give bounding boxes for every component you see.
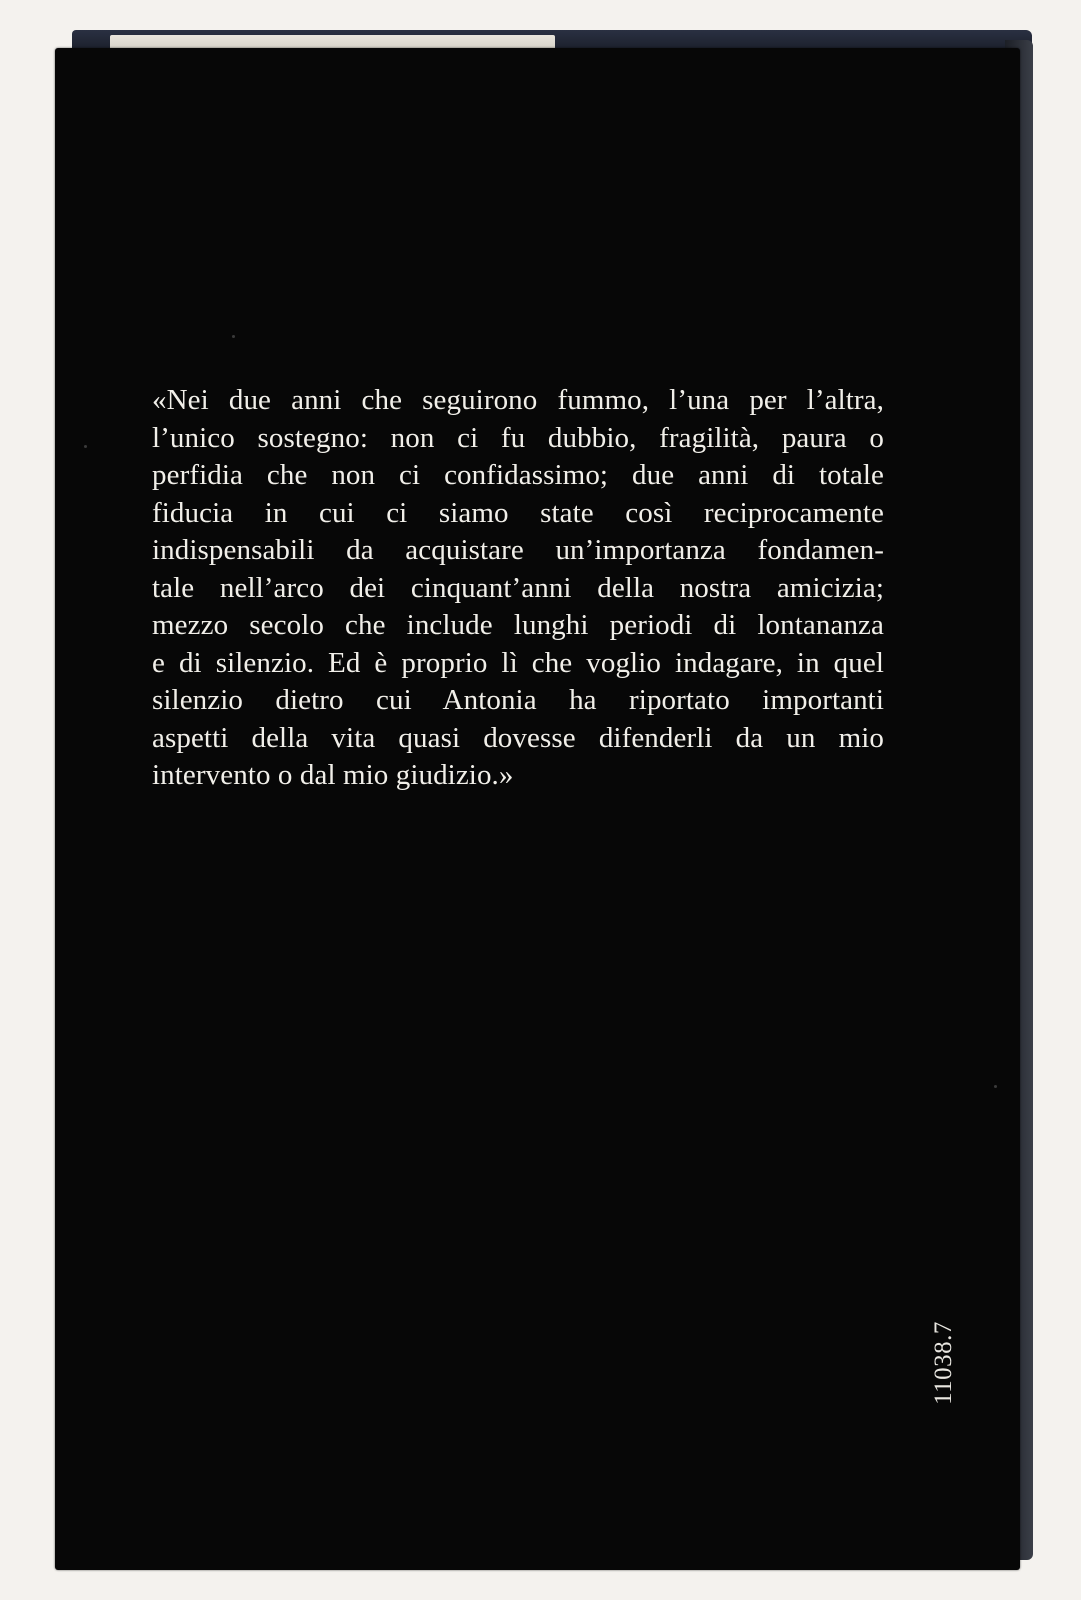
back-cover-quote [152,382,884,795]
dust-speck [84,445,87,448]
dust-speck [994,1085,997,1088]
dust-speck [232,335,235,338]
quote-line: silenzio dietro cui Antonia ha riportato importanti [152,684,884,716]
catalog-code: 11038.7 [930,1321,957,1405]
quote-line: fiducia in cui ci siamo state così reciprocamente [152,496,884,529]
quote-line: perfidia che non ci confidassimo; due anni di totale [152,459,884,491]
quote-line: «Nei due anni che seguirono fummo, l’una per l’altra, [152,384,884,416]
quote-line: aspetti della vita quasi dovesse difenderli da un mio [152,721,884,754]
back-cover [55,48,1020,1570]
quote-line: e di silenzio. Ed è proprio lì che voglio indagare, in quel [152,646,884,679]
quote-line: indispensabili da acquistare un’importanza fondamen- [152,534,884,566]
quote-line: intervento o dal mio giudizio.» [152,759,514,791]
quote-line: tale nell’arco dei cinquant’anni della nostra amicizia; [152,571,884,604]
quote-line: mezzo secolo che include lunghi periodi di lontananza [152,609,884,641]
quote-line: l’unico sostegno: non ci fu dubbio, fragilità, paura o [152,421,884,454]
